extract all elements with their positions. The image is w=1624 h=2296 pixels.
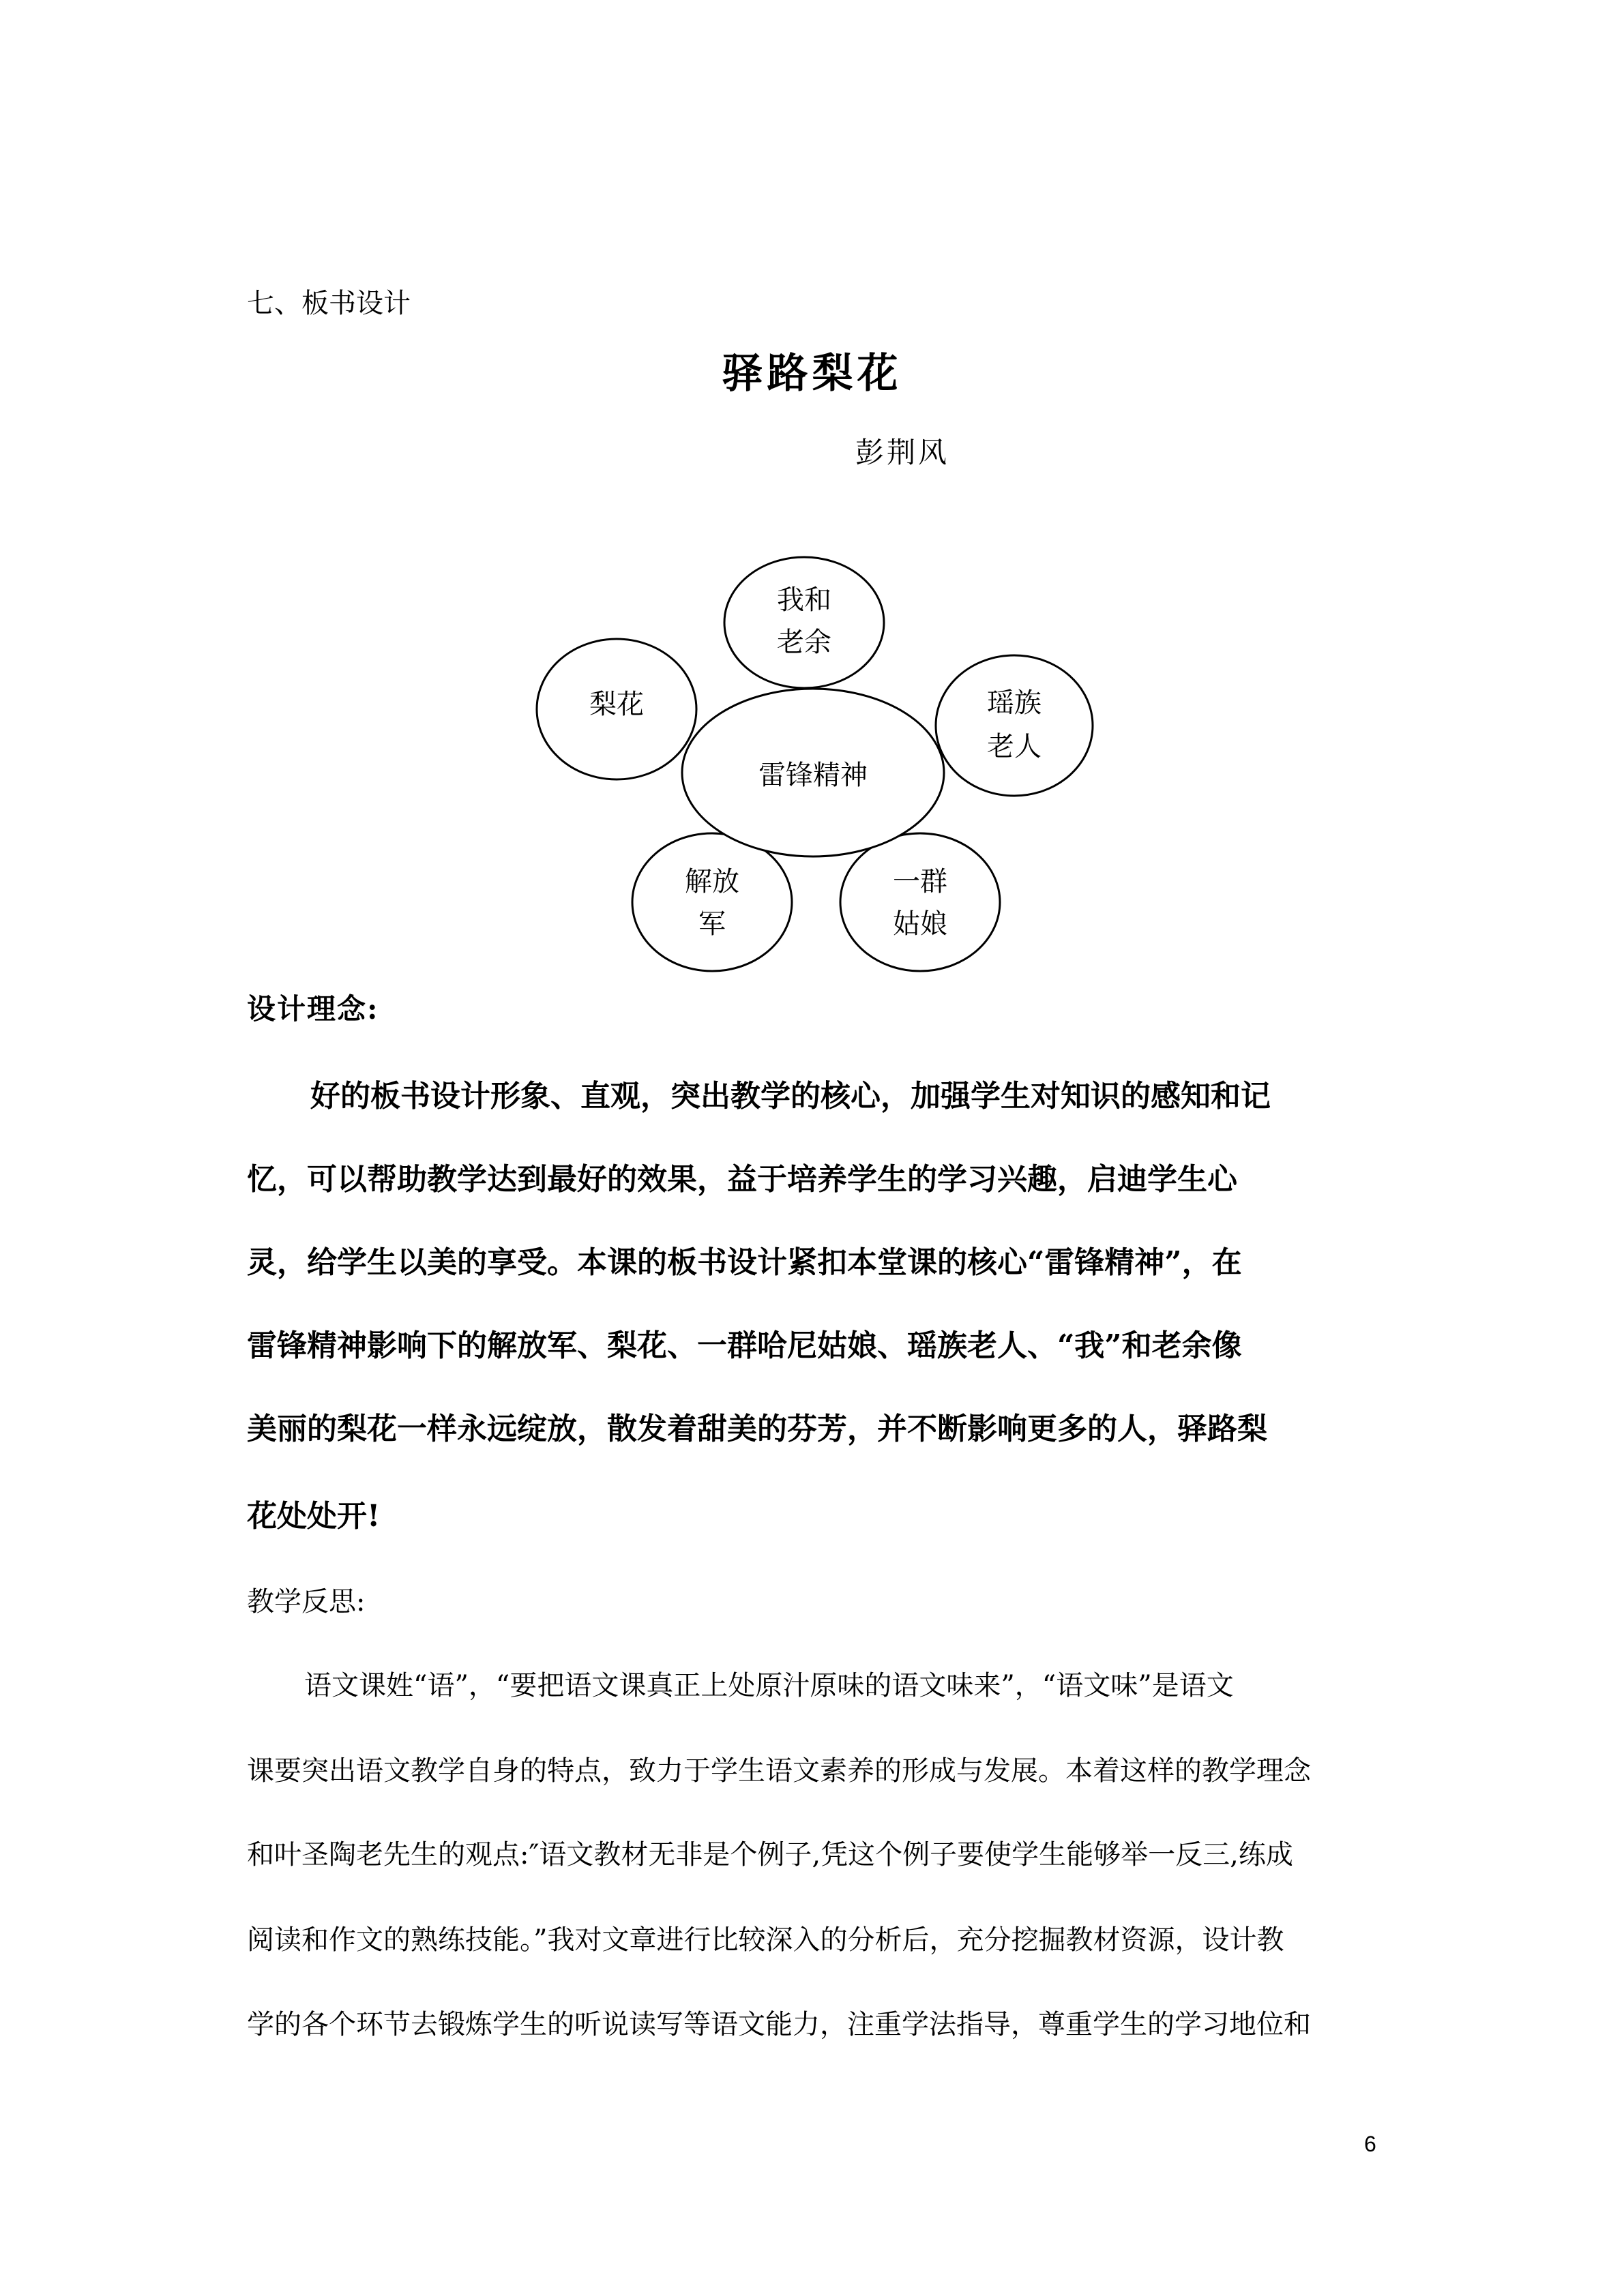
page-number: 6: [1364, 2132, 1376, 2156]
reflection-line: 课要突出语文教学自身的特点，致力于学生语文素养的形成与发展。本着这样的教学理念: [247, 1755, 1311, 1787]
node-right-circle: [936, 655, 1093, 796]
node-right-line-1: 瑶族: [987, 687, 1042, 719]
design-heading: 设计理念:: [247, 992, 379, 1026]
lesson-title: 驿路梨花: [722, 350, 902, 398]
design-line: 灵，给学生以美的享受。本课的板书设计紧扣本堂课的核心“雷锋精神”，在: [247, 1245, 1242, 1280]
node-top-line-2: 老余: [777, 627, 831, 658]
design-line: 雷锋精神影响下的解放军、梨花、一群哈尼姑娘、瑶族老人、“我”和老余像: [247, 1328, 1242, 1363]
design-line: 忆，可以帮助教学达到最好的效果，益于培养学生的学习兴趣，启迪学生心: [247, 1162, 1237, 1197]
design-line: 花处处开!: [247, 1499, 381, 1534]
node-bottom-left-circle: [632, 833, 792, 971]
node-bottom-left-line-1: 解放: [685, 866, 739, 897]
design-line: 美丽的梨花一样永远绽放，散发着甜美的芬芳，并不断影响更多的人，驿路梨: [247, 1412, 1267, 1446]
center-label: 雷锋精神: [758, 760, 868, 791]
node-bottom-right-circle: [840, 833, 1000, 971]
node-bottom-left-line-2: 军: [698, 908, 726, 940]
reflection-line: 学的各个环节去锻炼学生的听说读写等语文能力，注重学法指导，尊重学生的学习地位和: [247, 2009, 1311, 2040]
reflection-line: 语文课姓“语”，“要把语文课真正上处原汁原味的语文味来”，“语文味”是语文: [304, 1670, 1234, 1701]
section-heading: 七、板书设计: [247, 288, 411, 319]
reflection-line: 和叶圣陶老先生的观点:″语文教材无非是个例子,凭这个例子要使学生能够举一反三,练成: [247, 1839, 1293, 1870]
node-right-line-2: 老人: [987, 731, 1042, 762]
lesson-author: 彭荆风: [855, 436, 950, 469]
node-top-line-1: 我和: [777, 584, 831, 616]
node-top-circle: [724, 557, 884, 688]
node-bottom-right-line-2: 姑娘: [893, 908, 947, 940]
node-bottom-right-line-1: 一群: [893, 866, 947, 897]
design-line: 好的板书设计形象、直观，突出教学的核心，加强学生对知识的感知和记: [310, 1079, 1271, 1114]
reflection-line: 阅读和作文的熟练技能。”我对文章进行比较深入的分析后，充分挖掘教材资源，设计教: [247, 1924, 1284, 1956]
node-left-line-1: 梨花: [589, 689, 644, 720]
reflection-heading: 教学反思:: [247, 1586, 366, 1617]
